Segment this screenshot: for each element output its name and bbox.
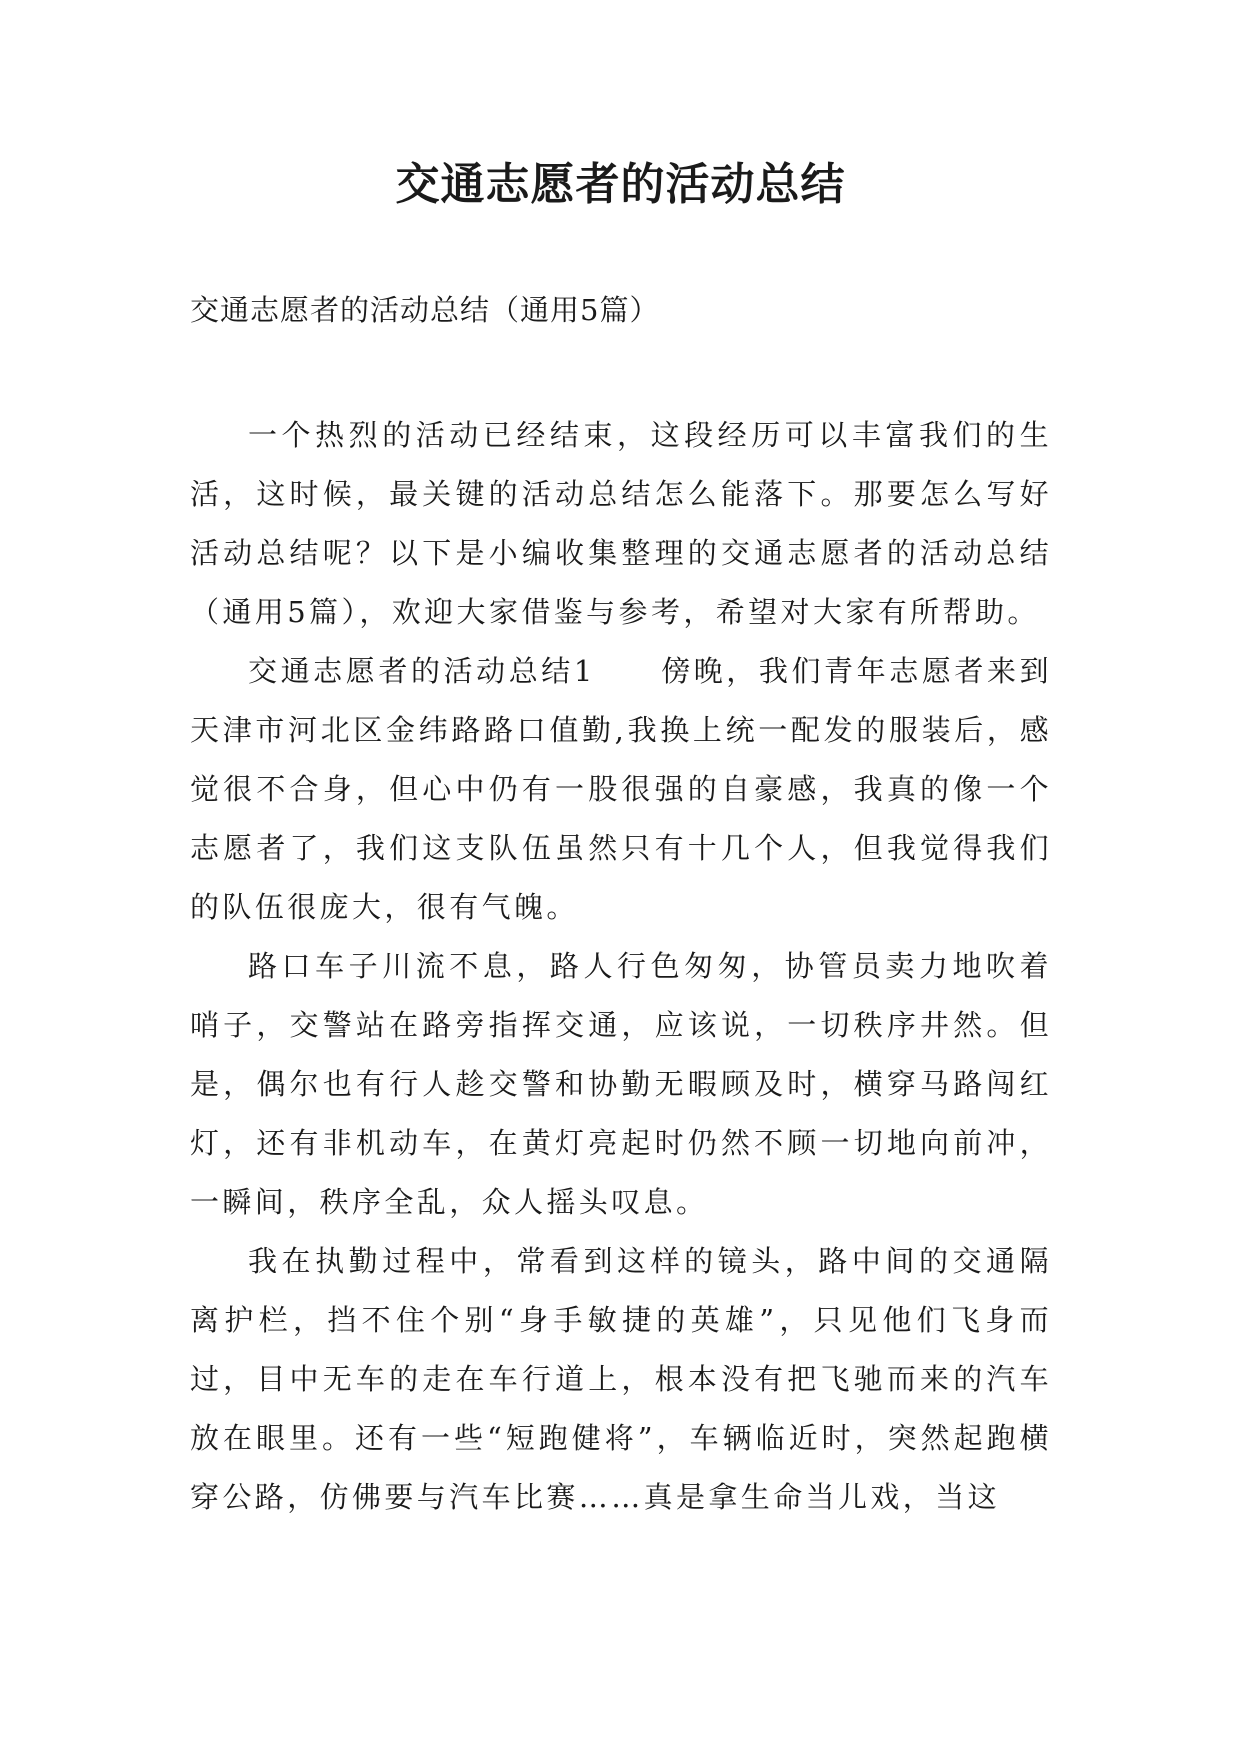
paragraph-traffic: 路口车子川流不息，路人行色匆匆，协管员卖力地吹着哨子，交警站在路旁指挥交通，应该说，一切秩序井然。但是，偶尔也有行人趁交警和协勤无暇顾及时，横穿马路闯红灯，还有非机动车，在黄灯亮起时仍然不顾一切地向前冲，一瞬间，秩序全乱，众人摇头叹息。 xyxy=(190,949,1052,1219)
document-title: 交通志愿者的活动总结 xyxy=(395,159,846,210)
document-subtitle: 交通志愿者的活动总结（通用5篇） xyxy=(190,293,660,327)
paragraph-observations: 我在执勤过程中，常看到这样的镜头，路中间的交通隔离护栏，挡不住个别“身手敏捷的英雄”，只见他们飞身而过，目中无车的走在车行道上，根本没有把飞驰而来的汽车放在眼里。还有一些“短跑健将”，车辆临近时，突然起跑横穿公路，仿佛要与汽车比赛……真是拿生命当儿戏，当这 xyxy=(190,1244,1052,1514)
document-body xyxy=(190,406,1052,1527)
paragraph-summary-1: 交通志愿者的活动总结1 傍晚，我们青年志愿者来到天津市河北区金纬路路口值勤,我换上统一配发的服装后，感觉很不合身，但心中仍有一股很强的自豪感，我真的像一个志愿者了，我们这支队伍虽然只有十几个人，但我觉得我们的队伍很庞大，很有气魄。 xyxy=(190,654,1052,924)
paragraph-intro: 一个热烈的活动已经结束，这段经历可以丰富我们的生活，这时候，最关键的活动总结怎么能落下。那要怎么写好活动总结呢？以下是小编收集整理的交通志愿者的活动总结（通用5篇），欢迎大家借鉴与参考，希望对大家有所帮助。 xyxy=(190,418,1052,629)
